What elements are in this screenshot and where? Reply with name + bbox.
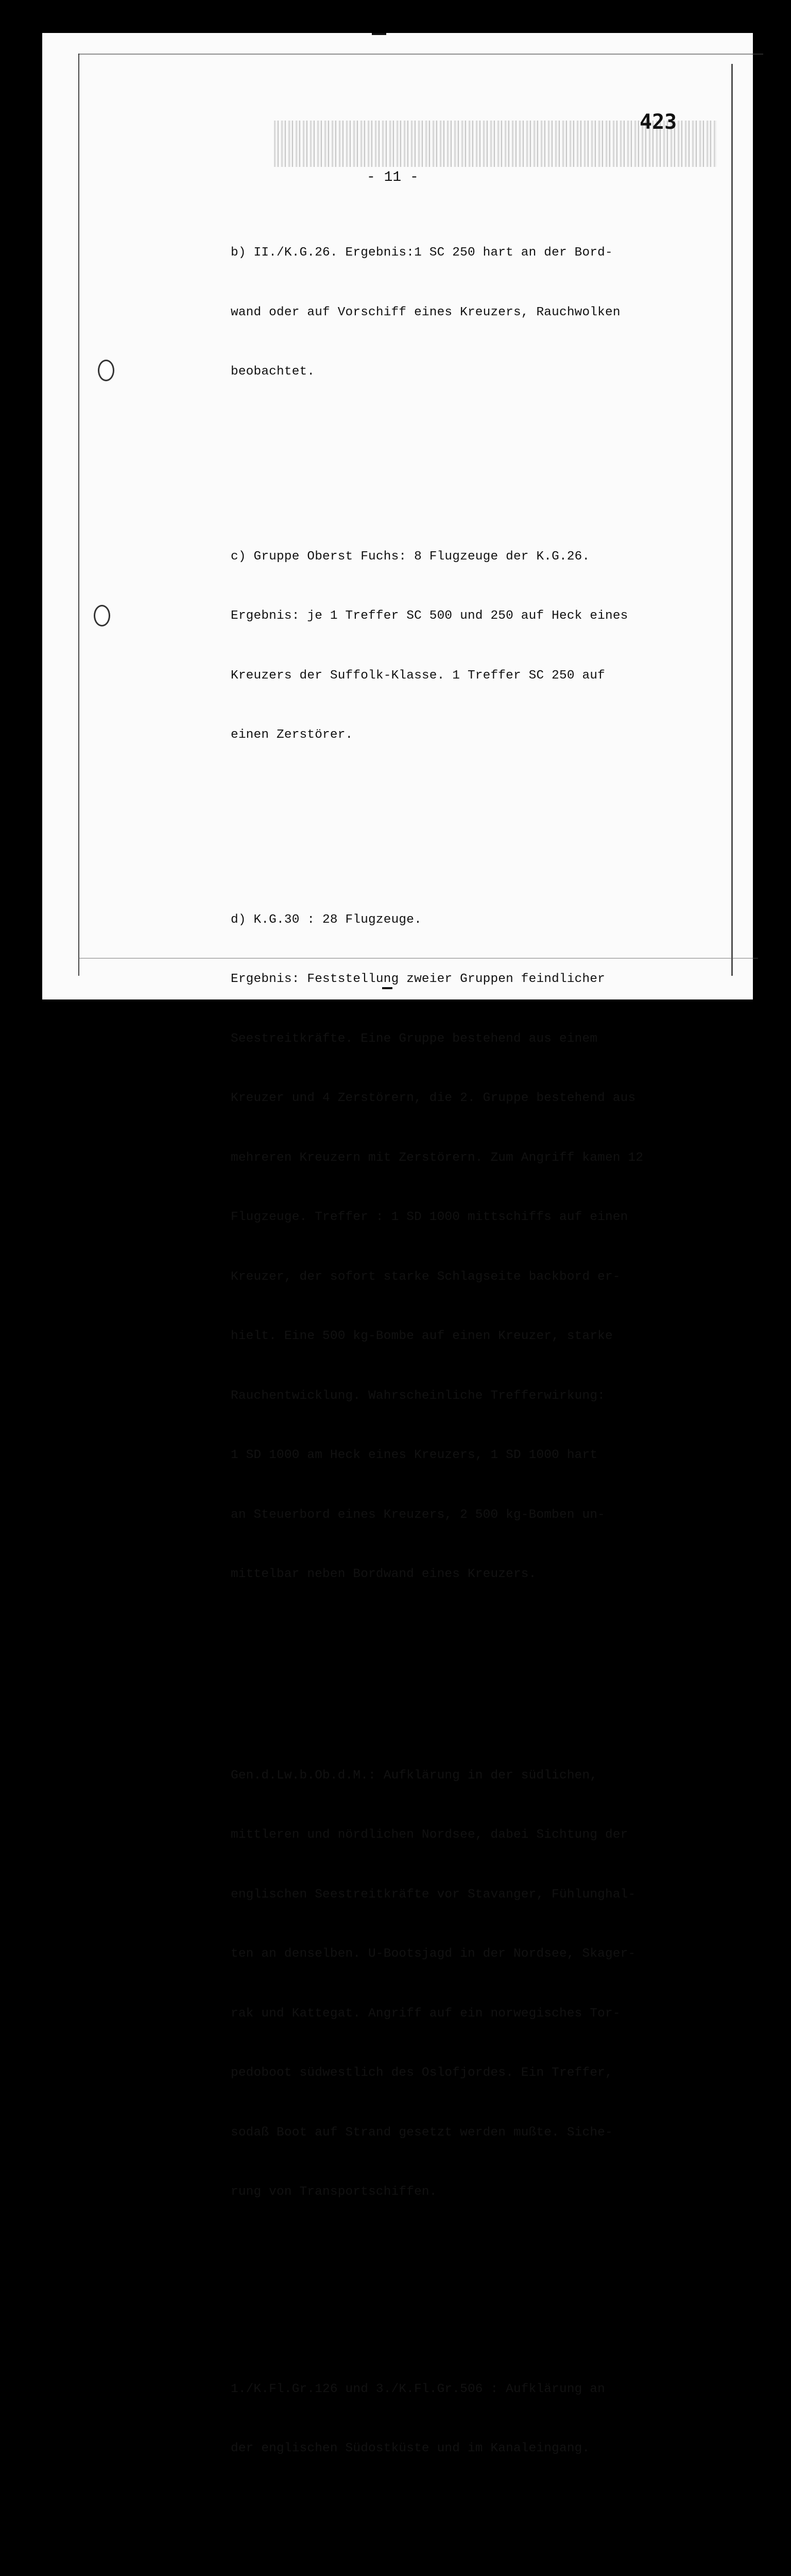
text-line: Ergebnis: Feststellung zweier Gruppen feindlicher	[231, 972, 606, 986]
text-line: mittelbar neben Bordwand eines Kreuzers.	[231, 1567, 537, 1581]
text-line: beobachtet.	[231, 365, 315, 379]
punch-hole-icon	[94, 605, 110, 626]
paragraph-b	[231, 204, 694, 422]
top-tick-mark	[372, 33, 386, 35]
paragraph-c	[231, 507, 694, 785]
text-line: pedoboot südwestlich des Oslofjordes. Ein Treffer,	[231, 2066, 613, 2080]
text-line: c) Gruppe Oberst Fuchs: 8 Flugzeuge der K.G.26.	[231, 549, 590, 564]
paragraph-d	[231, 871, 694, 1624]
page-number: 423	[640, 110, 677, 134]
text-line: Kreuzers der Suffolk-Klasse. 1 Treffer SC 250 auf	[231, 668, 606, 683]
text-line: Kreuzer und 4 Zerstörern, die 2. Gruppe bestehend aus	[231, 1091, 636, 1105]
text-line: 1 SD 1000 am Heck eines Kreuzers, 1 SD 1000 hart	[231, 1448, 598, 1462]
text-line: rung von Transportschiffen.	[231, 2185, 437, 2199]
text-line: hielt. Eine 500 kg-Bombe auf einen Kreuzer, starke	[231, 1329, 613, 1343]
text-line: wand oder auf Vorschiff eines Kreuzers, Rauchwolken	[231, 305, 621, 319]
text-line: sodaß Boot auf Strand gesetzt werden mußte. Siche-	[231, 2125, 613, 2140]
border-line-top	[78, 54, 763, 55]
text-line: einen Zerstörer.	[231, 728, 353, 742]
text-line: englischen Seestreitkräfte vor Stavanger, Fühlunghal-	[231, 1887, 636, 1902]
text-line: b) II./K.G.26. Ergebnis:1 SC 250 hart an der Bord-	[231, 246, 613, 260]
document-body	[231, 164, 694, 2576]
text-line: Seestreitkräfte. Eine Gruppe bestehend aus einem	[231, 1031, 598, 1046]
text-line: mittleren und nördlichen Nordsee, dabei Sichtung der	[231, 1828, 628, 1842]
text-line: 1./K.Fl.Gr.126 und 3./K.Fl.Gr.506 : Aufklärung an	[231, 2382, 606, 2396]
paragraph-kfl	[231, 2340, 694, 2499]
border-line-left	[78, 54, 79, 976]
text-line: rak und Kattegat. Angriff auf ein norwegisches Tor-	[231, 2006, 621, 2021]
text-line: Rauchentwicklung. Wahrscheinliche Trefferwirkung:	[231, 1388, 606, 1403]
sub-page-number: - 11 -	[367, 170, 419, 185]
punch-hole-icon	[98, 360, 114, 381]
border-line-right	[731, 64, 733, 976]
text-line: an Steuerbord eines Kreuzers, 2 500 kg-Bomben un-	[231, 1507, 606, 1522]
text-line: Ergebnis: je 1 Treffer SC 500 und 250 auf Heck eines	[231, 609, 628, 623]
text-line: Flugzeuge. Treffer : 1 SD 1000 mittschiffs auf einen	[231, 1210, 628, 1224]
paragraph-gen	[231, 1726, 694, 2242]
text-line: ten an denselben. U-Bootsjagd in der Nordsee, Skager-	[231, 1947, 636, 1961]
text-line: mehreren Kreuzern mit Zerstörern. Zum Angriff kamen 12	[231, 1150, 644, 1165]
text-line: Gen.d.Lw.b.Ob.d.M.: Aufklärung in der südlichen,	[231, 1768, 598, 1783]
text-line: der englischen Südostküste und im Kanaleingang.	[231, 2442, 590, 2455]
text-line: d) K.G.30 : 28 Flugzeuge.	[231, 912, 422, 927]
text-line: Kreuzer, der sofort starke Schlagseite backbord er-	[231, 1269, 621, 1284]
